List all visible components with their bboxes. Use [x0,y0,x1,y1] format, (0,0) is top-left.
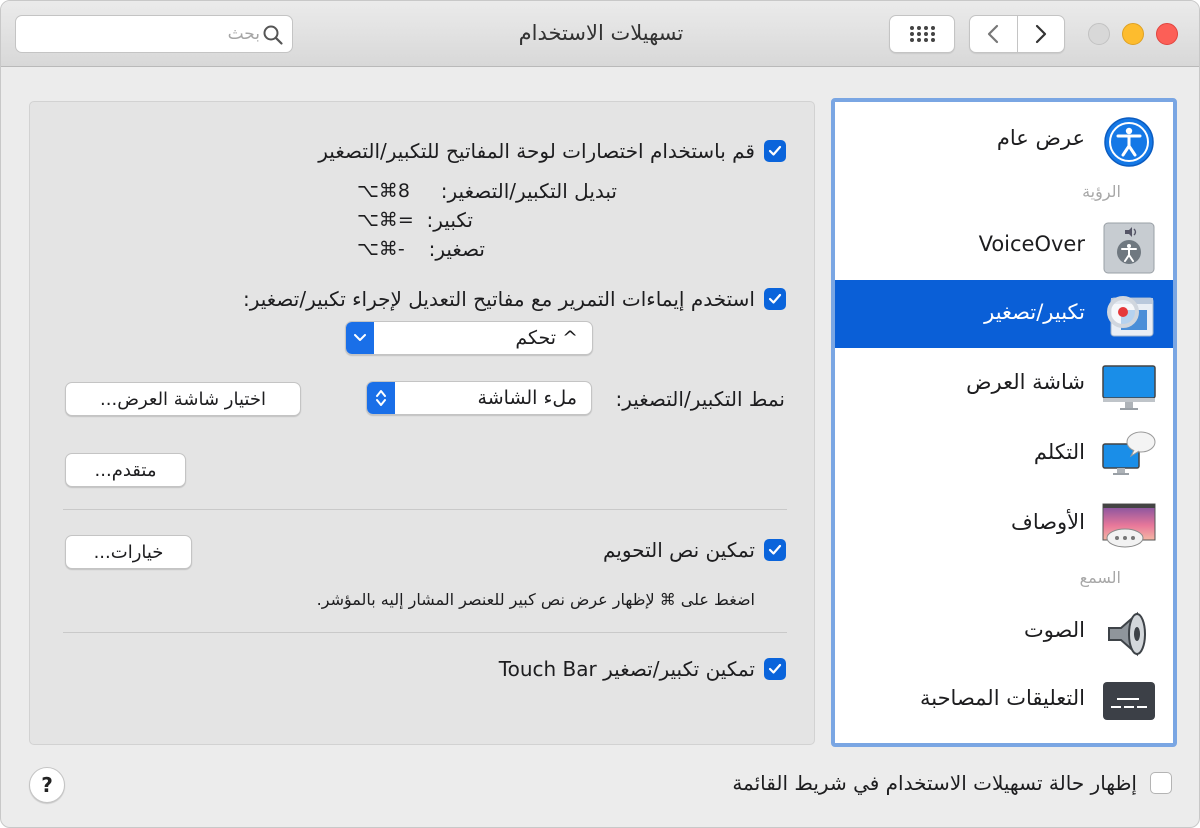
popup-arrow [346,322,374,354]
sidebar-item-label: تكبير/تصغير [984,300,1085,324]
touch-bar-zoom-checkbox[interactable] [764,658,786,680]
checkmark-icon [768,544,782,556]
window-title: تسهيلات الاستخدام [518,21,684,45]
zoom-settings-panel [29,101,815,745]
sidebar-item-label: الأوصاف [1011,510,1085,534]
search-icon [262,24,284,46]
close-window-button[interactable] [1156,23,1178,45]
sidebar-item-descriptions[interactable] [835,490,1173,558]
keyboard-shortcuts-label: قم باستخدام اختصارات لوحة المفاتيح للتكبير/التصغير [318,139,755,163]
checkmark-icon [768,663,782,675]
captions-icon [1101,674,1157,730]
divider [63,509,787,510]
zoom-out-label: تصغير: [428,237,485,261]
section-header-vision: الرؤية [1082,182,1121,201]
sidebar-item-captions[interactable] [835,666,1173,734]
toggle-zoom-label: تبديل التكبير/التصغير: [440,179,617,203]
checkmark-icon [768,145,782,157]
help-button[interactable]: ? [29,767,65,803]
accessibility-overview-icon [1101,114,1157,170]
toggle-zoom-shortcut: ⌥⌘8 [357,180,410,202]
zoom-icon [1101,288,1157,344]
touch-bar-zoom-label: تمكين تكبير/تصغير Touch Bar [498,657,755,681]
sidebar-item-label: شاشة العرض [966,370,1085,394]
sidebar-item-label: التعليقات المصاحبة [919,686,1085,710]
voiceover-icon [1101,220,1157,276]
zoom-window-button[interactable] [1088,23,1110,45]
scroll-gesture-label: استخدم إيماءات التمرير مع مفاتيح التعديل لإجراء تكبير/تصغير: [242,287,755,311]
sidebar-item-zoom[interactable] [835,280,1173,348]
grid-icon [909,25,935,43]
search-field[interactable] [15,15,293,53]
keyboard-shortcuts-checkbox[interactable] [764,140,786,162]
show-all-button[interactable] [889,15,955,53]
sidebar-item-label: عرض عام [996,126,1085,150]
sidebar-item-label: التكلم [1033,440,1085,464]
up-down-arrows-icon [375,388,387,408]
sidebar-item-display[interactable] [835,350,1173,418]
divider [63,632,787,633]
modifier-key-value: ^ تحكم [515,327,578,349]
sidebar-item-overview[interactable] [835,106,1173,174]
chevron-right-icon [1034,23,1048,45]
chevron-left-icon [986,23,1000,45]
choose-display-button[interactable]: اختيار شاشة العرض... [65,382,301,416]
zoom-out-shortcut: ⌥⌘- [357,238,405,260]
popup-stepper [367,382,395,414]
titlebar [1,1,1199,67]
zoom-style-value: ملء الشاشة [477,387,577,409]
sidebar-item-speech[interactable] [835,420,1173,488]
zoom-style-popup[interactable] [366,381,592,415]
sidebar-item-audio[interactable] [835,598,1173,666]
zoom-in-shortcut: ⌥⌘= [357,209,414,231]
hover-text-label: تمكين نص التحويم [602,538,755,562]
hover-text-description: اضغط على ⌘ لإظهار عرض نص كبير للعنصر المشار إليه بالمؤشر. [316,590,755,609]
zoom-in-label: تكبير: [426,208,473,232]
navigation-buttons [969,15,1065,53]
sidebar-item-voiceover[interactable] [835,212,1173,280]
forward-button[interactable] [1017,16,1064,52]
descriptions-icon [1101,498,1157,554]
search-input[interactable] [24,20,260,48]
checkmark-icon [768,293,782,305]
back-button[interactable] [970,16,1017,52]
advanced-button[interactable]: متقدم... [65,453,186,487]
modifier-key-popup[interactable] [345,321,593,355]
hover-options-button[interactable]: خيارات... [65,535,192,569]
minimize-window-button[interactable] [1122,23,1144,45]
zoom-style-label: نمط التكبير/التصغير: [615,387,785,411]
sidebar-item-label: VoiceOver [978,232,1085,256]
section-header-hearing: السمع [1079,568,1121,587]
scroll-gesture-checkbox[interactable] [764,288,786,310]
sidebar-item-label: الصوت [1023,618,1085,642]
speaker-icon [1101,606,1157,662]
speech-icon [1101,428,1157,484]
chevron-down-icon [354,334,366,342]
hover-text-checkbox[interactable] [764,539,786,561]
category-sidebar[interactable] [831,98,1177,747]
menu-bar-status-label: إظهار حالة تسهيلات الاستخدام في شريط القائمة [732,771,1137,795]
display-icon [1101,358,1157,414]
menu-bar-status-checkbox[interactable] [1150,772,1172,794]
